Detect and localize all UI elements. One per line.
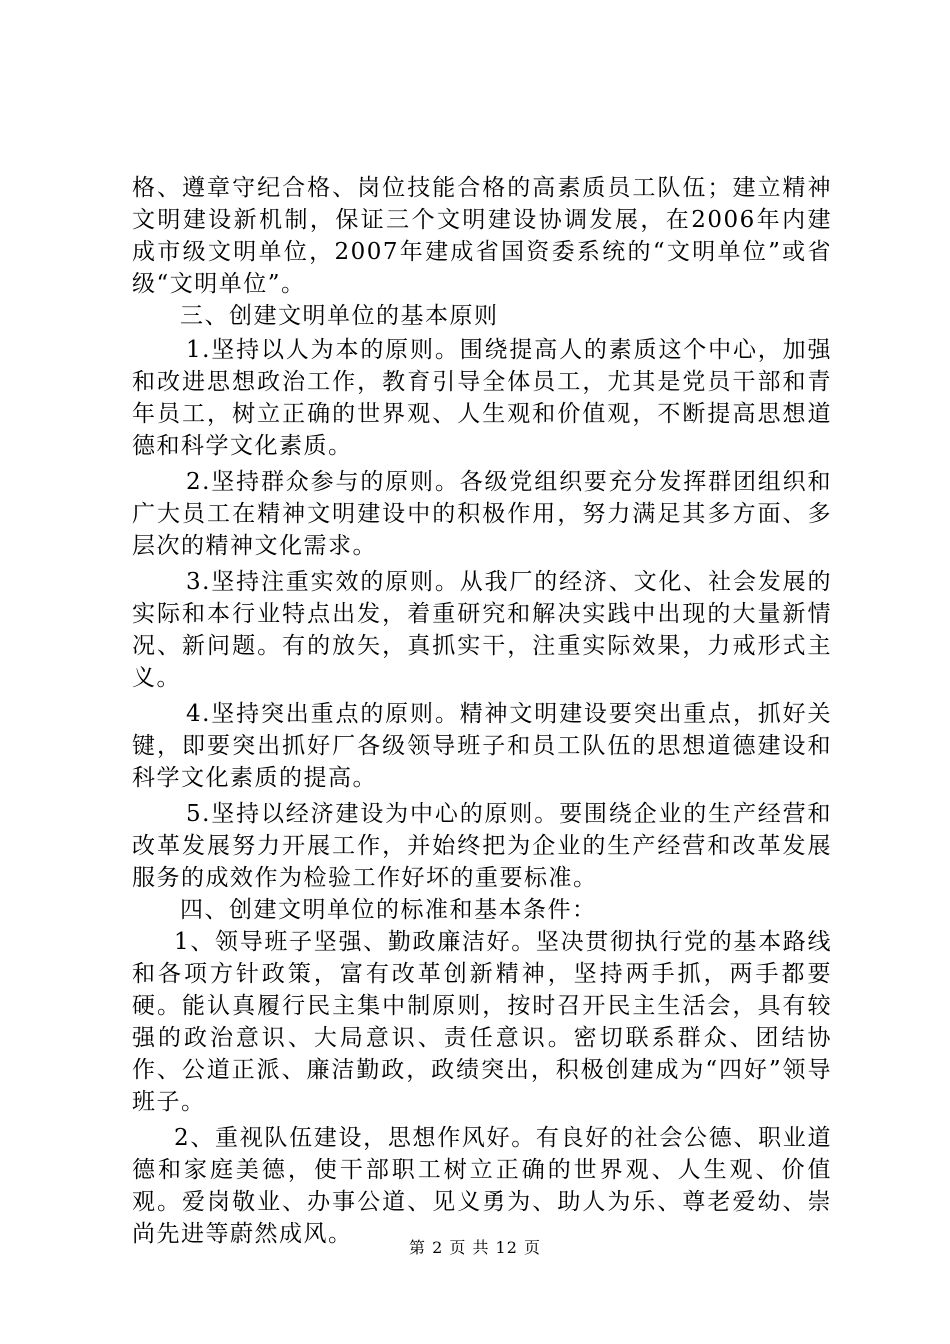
principle-3: 3.坚持注重实效的原则。从我厂的经济、文化、社会发展的实际和本行业特点出发，着重研究和解决实践中出现的大量新情况、新问题。有的放矢，真抓实干，注重实际效果，力戒形式主义。 (132, 569, 832, 691)
standard-2: 2、重视队伍建设，思想作风好。有良好的社会公德、职业道德和家庭美德，使干部职工树立正确的世界观、人生观、价值观。爱岗敬业、办事公道、见义勇为、助人为乐、尊老爱幼、崇尚先进等蔚然成风。 (132, 1125, 832, 1247)
document-body (132, 172, 832, 1250)
standard-1: 1、领导班子坚强、勤政廉洁好。坚决贯彻执行党的基本路线和各项方针政策，富有改革创新精神，坚持两手抓，两手都要硬。能认真履行民主集中制原则，按时召开民主生活会，具有较强的政治意识、大局意识、责任意识。密切联系群众、团结协作、公道正派、廉洁勤政，政绩突出，积极创建成为“四好”领导班子。 (132, 929, 832, 1115)
principle-4: 4.坚持突出重点的原则。精神文明建设要突出重点，抓好关键，即要突出抓好厂各级领导班子和员工队伍的思想道德建设和科学文化素质的提高。 (132, 701, 832, 791)
section-heading-3: 三、创建文明单位的基本原则 (180, 303, 499, 329)
paragraph-continuation: 格、遵章守纪合格、岗位技能合格的高素质员工队伍；建立精神文明建设新机制，保证三个文明建设协调发展，在2006年内建成市级文明单位，2007年建成省国资委系统的“文明单位”或省级“文明单位”。 (132, 175, 832, 297)
principle-1: 1.坚持以人为本的原则。围绕提高人的素质这个中心，加强和改进思想政治工作，教育引导全体员工，尤其是党员干部和青年员工，树立正确的世界观、人生观和价值观，不断提高思想道德和科学文化素质。 (132, 337, 832, 459)
section-heading-4: 四、创建文明单位的标准和基本条件： (180, 897, 597, 923)
principle-2: 2.坚持群众参与的原则。各级党组织要充分发挥群团组织和广大员工在精神文明建设中的积极作用，努力满足其多方面、多层次的精神文化需求。 (132, 469, 832, 559)
page-number-footer: 第 2 页 共 12 页 (409, 1238, 541, 1257)
principle-5: 5.坚持以经济建设为中心的原则。要围绕企业的生产经营和改革发展努力开展工作，并始终把为企业的生产经营和改革发展服务的成效作为检验工作好坏的重要标准。 (132, 801, 832, 891)
